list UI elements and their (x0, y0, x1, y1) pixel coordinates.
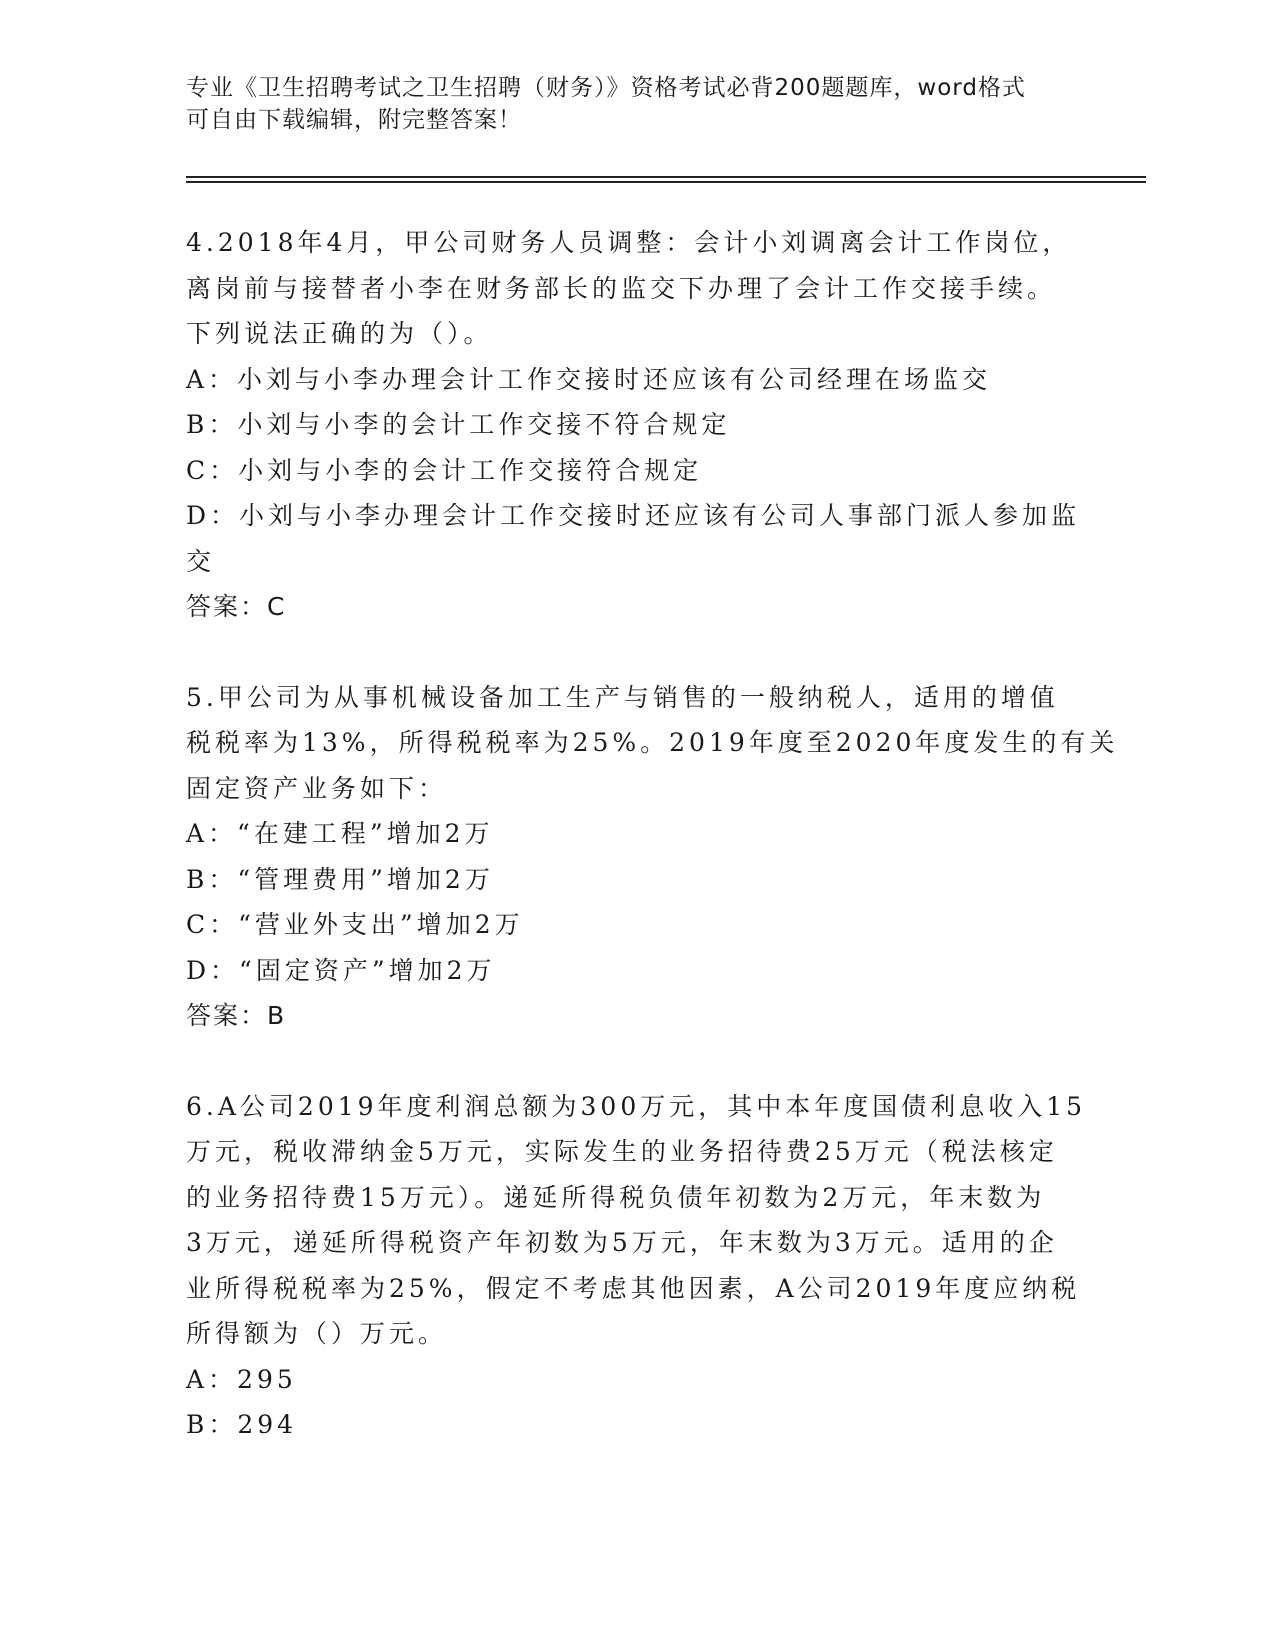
question-5 (186, 675, 1119, 1039)
option-c: C：“营业外支出”增加2万 (186, 910, 524, 939)
question-text-line: 业所得税税率为25%，假定不考虑其他因素，A公司2019年度应纳税 (186, 1273, 1081, 1303)
option-a: A：小刘与小李办理会计工作交接时还应该有公司经理在场监交 (186, 364, 992, 394)
question-text-line: 3万元，递延所得税资产年初数为5万元，年末数为3万元。适用的企 (186, 1228, 1058, 1257)
option-d-continued: 交 (186, 546, 216, 576)
option-b: B：小刘与小李的会计工作交接不符合规定 (186, 410, 731, 439)
header-line-1: 专业《卫生招聘考试之卫生招聘（财务）》资格考试必背200题题库，word格式 (186, 75, 1026, 101)
question-text-line: 下列说法正确的为（）。 (186, 319, 493, 348)
question-6 (186, 1084, 1086, 1448)
question-text-line: 所得额为（）万元。 (186, 1319, 448, 1348)
option-c: C：小刘与小李的会计工作交接符合规定 (186, 455, 703, 485)
question-text-line: 税税率为13%，所得税税率为25%。2019年度至2020年度发生的有关 (186, 728, 1119, 757)
question-spacer (186, 630, 1086, 675)
option-b: B：294 (186, 1410, 298, 1439)
question-list (186, 220, 1119, 1448)
document-header (186, 72, 1066, 136)
header-divider-top (186, 176, 1146, 178)
answer-label: 答案：C (186, 592, 287, 621)
option-a: A：295 (186, 1364, 297, 1394)
option-d: D：“固定资产”增加2万 (186, 955, 496, 985)
answer-label: 答案：B (186, 1001, 287, 1030)
question-text-line: 固定资产业务如下： (186, 773, 448, 803)
question-text-line: 的业务招待费15万元）。递延所得税负债年初数为2万元，年末数为 (186, 1182, 1046, 1212)
question-4 (186, 220, 1086, 630)
option-a: A：“在建工程”增加2万 (186, 819, 494, 848)
question-text-line: 4.2018年4月，甲公司财务人员调整：会计小刘调离会计工作岗位， (186, 228, 1072, 257)
option-d: D：小刘与小李办理会计工作交接时还应该有公司人事部门派人参加监 (186, 501, 1081, 530)
question-text-line: 5.甲公司为从事机械设备加工生产与销售的一般纳税人，适用的增值 (186, 682, 1059, 712)
header-divider-bottom (186, 181, 1146, 183)
question-text-line: 6.A公司2019年度利润总额为300万元，其中本年度国债利息收入15 (186, 1091, 1087, 1121)
option-b: B：“管理费用”增加2万 (186, 864, 494, 894)
question-text-line: 万元，税收滞纳金5万元，实际发生的业务招待费25万元（税法核定 (186, 1137, 1058, 1166)
question-text-line: 离岗前与接替者小李在财务部长的监交下办理了会计工作交接手续。 (186, 273, 1057, 303)
question-spacer (186, 1039, 1086, 1084)
header-line-2: 可自由下载编辑，附完整答案！ (186, 107, 522, 133)
